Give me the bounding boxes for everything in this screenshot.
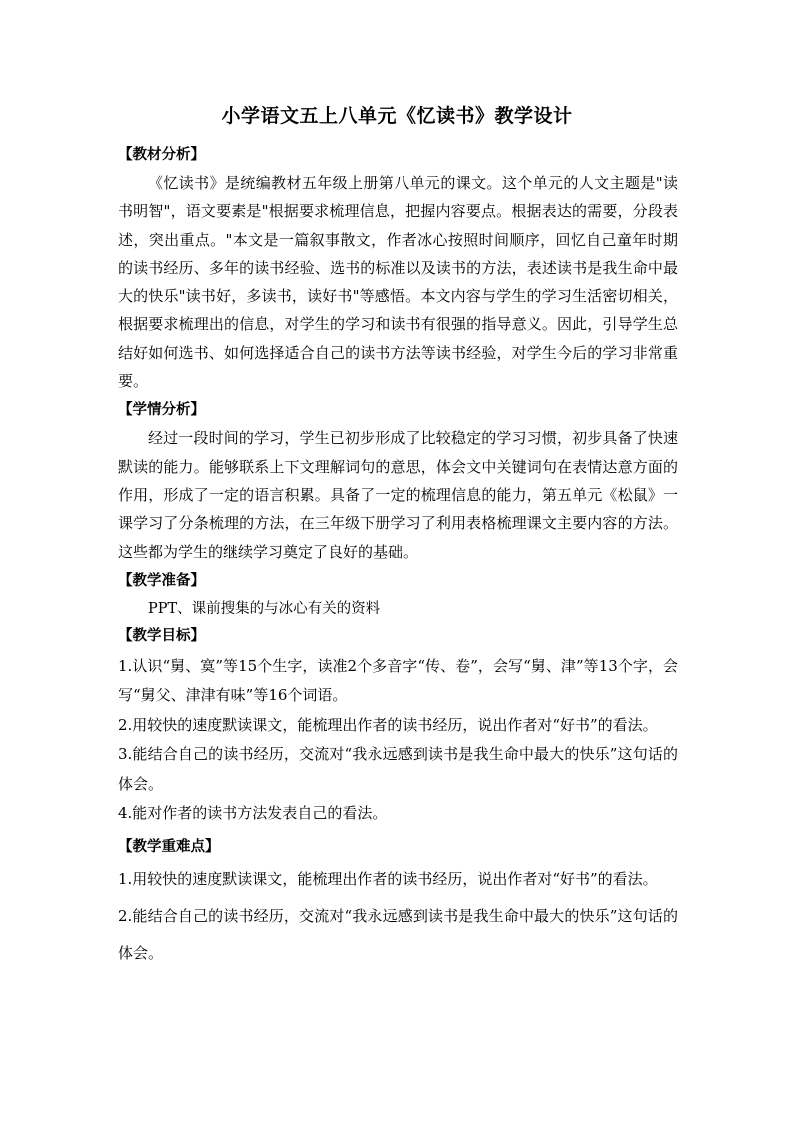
key-point-item: 2.能结合自己的读书经历，交流对“我永远感到读书是我生命中最大的快乐”这句话的体会。 [118, 906, 678, 962]
preparation-text: PPT、课前搜集的与冰心有关的资料 [148, 600, 381, 617]
student-analysis-paragraph: 经过一段时间的学习，学生已初步形成了比较稳定的学习习惯，初步具备了快速默读的能力。能够联系上下文理解词句的意思，体会文中关键词句在表情达意方面的作用，形成了一定的语言积累。具备了一定的梳理信息的能力，第五单元《松鼠》一课学习了分条梳理的方法，在三年级下册学习了利用表格梳理课文主要内容的方法。这些都为学生的继续学习奠定了良好的基础。 [118, 429, 678, 561]
key-points-heading: 【教学重难点】 [118, 838, 220, 855]
objective-item: 3.能结合自己的读书经历，交流对“我永远感到读书是我生命中最大的快乐”这句话的体会。 [118, 745, 678, 793]
objectives-heading: 【教学目标】 [118, 627, 205, 644]
student-analysis-heading: 【学情分析】 [118, 402, 205, 419]
document-title: 小学语文五上八单元《忆读书》教学设计 [221, 105, 573, 127]
objective-item: 4.能对作者的读书方法发表自己的看法。 [118, 804, 388, 823]
preparation-heading: 【教学准备】 [118, 572, 205, 589]
key-point-item: 1.用较快的速度默读课文，能梳理出作者的读书经历，说出作者对“好书”的看法。 [118, 869, 658, 888]
objective-item: 1.认识“舅、寞”等15个生字，读准2个多音字“传、卷”，会写“舅、津”等13个字，会写“舅父、津津有味”等16个词语。 [118, 656, 678, 705]
textbook-analysis-paragraph: 《忆读书》是统编教材五年级上册第八单元的课文。这个单元的人文主题是"读书明智"，语文要素是"根据要求梳理信息，把握内容要点。根据表达的需要，分段表述，突出重点。"本文是一篇叙事散文，作者冰心按照时间顺序，回忆自己童年时期的读书经历、多年的读书经验、选书的标准以及读书的方法，表述读书是我生命中最大的快乐"读书好，多读书，读好书"等感悟。本文内容与学生的学习生活密切相关，根据要求梳理出的信息，对学生的学习和读书有很强的指导意义。因此，引导学生总结好如何选书、如何选择适合自己的读书方法等读书经验，对学生今后的学习非常重要。 [118, 174, 678, 391]
textbook-analysis-heading: 【教材分析】 [118, 147, 205, 163]
document-body [118, 142, 678, 972]
objective-item: 2.用较快的速度默读课文，能梳理出作者的读书经历，说出作者对“好书”的看法。 [118, 715, 658, 734]
